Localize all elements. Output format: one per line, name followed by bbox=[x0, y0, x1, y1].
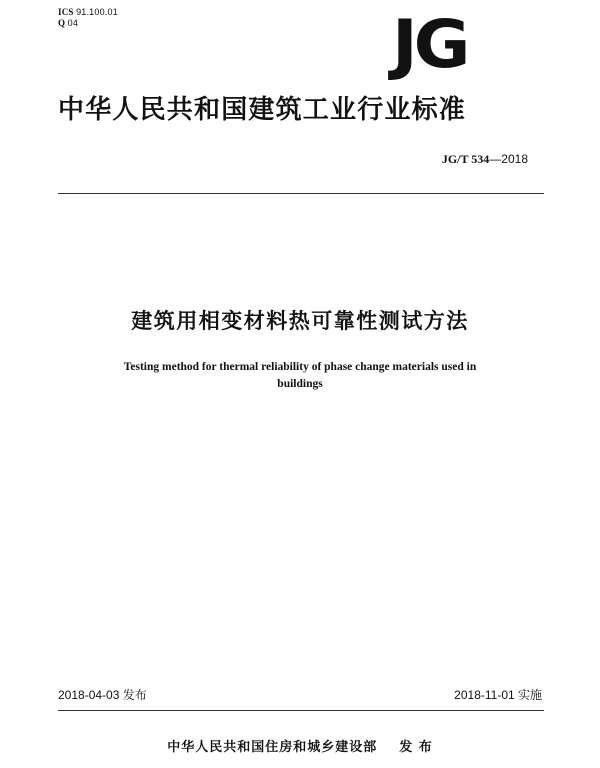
document-title-english bbox=[70, 359, 530, 393]
jg-logo: JG bbox=[392, 6, 467, 83]
ics-code bbox=[58, 7, 118, 18]
header-divider bbox=[58, 193, 544, 194]
standard-number bbox=[442, 152, 528, 166]
document-title-chinese: 建筑用相变材料热可靠性测试方法 bbox=[131, 309, 469, 333]
ics-label: ICS bbox=[58, 7, 74, 17]
standard-number-year: —2018 bbox=[489, 152, 528, 166]
q-code bbox=[58, 18, 118, 29]
document-title-english-line2: buildings bbox=[277, 378, 323, 390]
publisher-action: 发 布 bbox=[399, 740, 433, 755]
publisher bbox=[0, 740, 600, 756]
q-label: Q bbox=[58, 18, 66, 28]
standard-number-code: JG/T 534 bbox=[441, 152, 490, 166]
implementation-date: 2018-11-01 实施 bbox=[454, 688, 542, 702]
document-title-english-line1: Testing method for thermal reliability of phase change materials used in bbox=[123, 361, 477, 373]
footer-divider bbox=[58, 710, 544, 711]
standard-category-title: 中华人民共和国建筑工业行业标准 bbox=[58, 95, 467, 125]
publisher-name: 中华人民共和国住房和城乡建设部 bbox=[167, 740, 378, 755]
ics-value: 91.100.01 bbox=[76, 7, 118, 17]
q-value: 04 bbox=[67, 18, 79, 28]
classification-codes bbox=[58, 7, 118, 29]
issue-date: 2018-04-03 发布 bbox=[58, 688, 147, 702]
